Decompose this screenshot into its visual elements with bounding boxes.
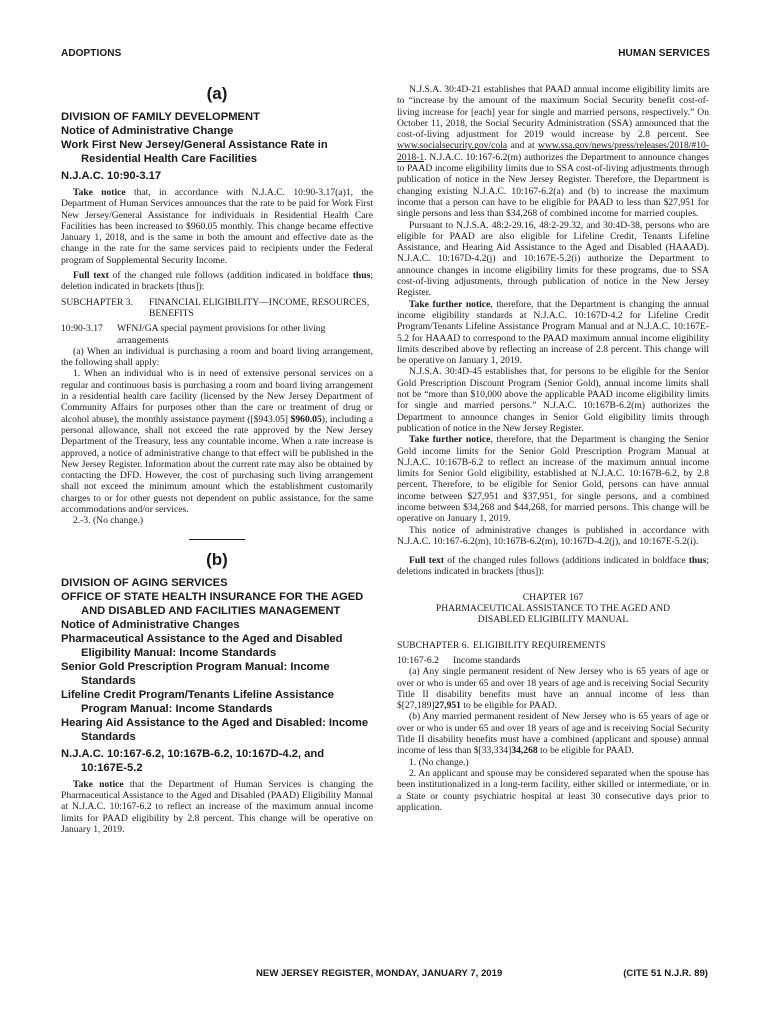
section-number: 10:167-6.2 (397, 654, 439, 666)
bold-text: thus (352, 270, 371, 282)
paragraph-senior-gold: N.J.S.A. 30:4D-45 establishes that, for persons to be eligible for the Senior Gold Prescription Discount Program (Senior Gold), annual income limits shall not be “more than $10,000 above the applicable PAAD income eligibility limits for single and married persons.” N.J.A.C. 10:167B-6.2(m) authorizes the Department to announce changes in Senior Gold eligibility limits through publication of notice in the New Jersey Register. (397, 366, 709, 434)
citation-b: N.J.A.C. 10:167-6.2, 10:167B-6.2, 10:167D-4.2, and 10:167E-5.2 (61, 747, 325, 774)
section-divider (189, 539, 245, 540)
rule-paragraph-a: (a) When an individual is purchasing a room and board living arrangement, the following shall apply: (61, 345, 373, 369)
section-heading-b (397, 655, 709, 666)
subchapter-title: FINANCIAL ELIGIBILITY—INCOME, RESOURCES, BENEFITS (149, 296, 370, 319)
subchapter-number: SUBCHAPTER 6. (397, 639, 469, 651)
rule-paragraph-a1 (61, 368, 373, 515)
paragraph-take-notice-b (61, 779, 373, 835)
body-text: 1. When an individual who is in need of extensive personal services on a regular and continuous basis is purchasing a room and board living arrangement in a residential health care facility (licensed by the New Jersey Department of Community Affairs for purposes other than the care or treatment of drug or alcohol abuse), the monthly assistance payment ([$943.05] (61, 368, 373, 425)
bold-text: 27,951 (434, 700, 461, 712)
lead-text: Take further notice (409, 298, 491, 310)
agency-heading-a: DIVISION OF FAMILY DEVELOPMENT (61, 111, 260, 123)
lead-text: Take notice (73, 778, 124, 790)
body-text: (a) Any single permanent resident of New Jersey who is 65 years of age or over or who is under 65 and over 18 years of age and is receiving Social Security Title II disability benefits must have an annual income of less than $[27,189] (397, 666, 709, 712)
subchapter-number: SUBCHAPTER 3. (61, 296, 133, 308)
bold-text: thus (688, 555, 707, 567)
notice-heading-b: Notice of Administrative Changes (61, 618, 240, 631)
chapter-number: CHAPTER 167 (522, 591, 584, 603)
body-text: ; deletion indicated in brackets [thus]): (61, 270, 373, 293)
rule-paragraph-b-2: 2. An applicant and spouse may be considered separated when the spouse has been institutionalized in a long-term facility, either skilled or intermediate, or in a State or county psychiatric hospital at least 30 consecutive days prior to application. (397, 767, 709, 813)
lead-text: Full text (409, 555, 445, 567)
office-heading-b: OFFICE OF STATE HEALTH INSURANCE FOR THE AGED AND DISABLED AND FACILITIES MANAGEMENT (61, 590, 364, 617)
paragraph-publication: This notice of administrative changes is published in accordance with N.J.A.C. 10:167-6.2(m), 10:167B-6.2(m), 10:167D-4.2(j), and 10:167E-5.2(i). (397, 524, 709, 547)
footer-citation: (CITE 51 N.J.R. 89) (623, 968, 708, 979)
rule-paragraph-b-a (397, 666, 709, 711)
body-text: that the Department of Human Services is changing the Pharmaceutical Assistance to the Aged and Disabled (PAAD) Eligibility Manual at N.J.A.C. 10:167-6.2 to reflect an increase of the maximum annual income limits for PAAD eligibility by 2.8 percent. This change will be operative on January 1, 2019. (61, 778, 373, 835)
lead-text: Full text (73, 270, 109, 282)
body-text: . N.J.A.C. 10:167-6.2(m) authorizes the Department to announce changes to PAAD income eligibility limits due to SSA cost-of-living adjustments through publication of notice in the New Jersey Register. Therefore, the Department is changing existing N.J.A.C. 10:167-6.2(a) and (b) to increase the maximum income that a person can have to be eligible for PAAD to less than $27,951 for single persons and less than $34,268 of combined income for married couples. (397, 151, 709, 220)
subchapter-heading-b (397, 640, 709, 651)
paragraph-further-notice-1 (397, 299, 709, 367)
body-text: and at (507, 140, 539, 152)
lead-text: Take further notice (409, 434, 491, 446)
citation-a: N.J.A.C. 10:90-3.17 (61, 170, 162, 182)
subchapter-heading-a (61, 297, 373, 320)
body-text: N.J.S.A. 30:4D-21 establishes that PAAD annual income eligibility limits are to “increase by the amount of the maximum Social Security benefit cost-of-living increase for [each] year for single and married persons, respectively.” On October 11, 2018, the Social Security Administration (SSA) announced that the cost-of-living adjustment for 2019 would increase by 2.8 percent. See (397, 84, 709, 141)
section-title: WFNJ/GA special payment provisions for other living arrangements (117, 323, 326, 346)
subchapter-title: ELIGIBILITY REQUIREMENTS (473, 639, 606, 651)
body-text: to be eligible for PAAD. (460, 700, 558, 712)
section-number: 10:90-3.17 (61, 323, 103, 335)
body-text: of the changed rules follows (additions indicated in boldface (444, 555, 689, 567)
section-heading-a (61, 323, 373, 346)
paragraph-take-notice-a (61, 187, 373, 266)
running-head-left: ADOPTIONS (61, 48, 122, 59)
rule-title-b2: Senior Gold Prescription Program Manual: Income Standards (61, 660, 330, 687)
lead-text: Take notice (73, 187, 126, 198)
section-letter-b: (b) (206, 549, 228, 569)
rule-title-b1: Pharmaceutical Assistance to the Aged and Disabled Eligibility Manual: Income Standards (61, 632, 343, 659)
rule-paragraph-a23: 2.-3. (No change.) (73, 515, 144, 527)
rule-paragraph-b-1: 1. (No change.) (409, 756, 469, 768)
notice-heading-a: Notice of Administrative Change (61, 125, 234, 137)
rule-paragraph-b-b (397, 711, 709, 756)
paragraph-full-text-b (397, 555, 709, 578)
running-head-right: HUMAN SERVICES (618, 48, 710, 59)
section-letter-a: (a) (206, 84, 228, 103)
paragraph-full-text-a (61, 270, 373, 293)
body-text: , therefore, that the Department is changing the annual income eligibility standards at N.J.A.C. 10:167D-4.2 for Lifeline Credit Program/Tenants Lifeline Assistance Program Manual and at N.J.A.C. 10:167E-5.2 for HAAAD to correspond to the PAAD maximum annual income eligibility limits described above by reflecting an increase of 2.8 percent. This change will be operative on January 1, 2019. (397, 298, 709, 367)
rule-title-a: Work First New Jersey/General Assistance Rate in Residential Health Care Facilities (61, 139, 328, 165)
right-column (397, 84, 709, 813)
left-column (61, 84, 373, 835)
cola-link[interactable]: www.socialsecurity.gov/cola (397, 140, 508, 152)
bold-text: 34,268 (511, 745, 538, 757)
paragraph-further-notice-2 (397, 434, 709, 524)
paragraph-lifeline: Pursuant to N.J.S.A. 48:2-29.16, 48:2-29.32, and 30:4D-38, persons who are eligible for PAAD are also eligible for Lifeline Credit, Tenants Lifeline Assistance, and Hearing Aid Assistance to the Aged and Disabled (HAAAD). N.J.A.C. 10:167D-4.2(j) and 10:167E-5.2(i) authorize the Department to announce changes in income eligibility limits for these programs, due to SSA cost-of-living adjustments, through publication of notice in the New Jersey Register. (397, 219, 709, 299)
body-text: to be eligible for PAAD. (537, 745, 634, 757)
section-title: Income standards (453, 654, 521, 666)
agency-heading-b: DIVISION OF AGING SERVICES (61, 576, 228, 589)
ssa-press-link[interactable]: www.ssa.gov/news/press/releases/2018/#10-2018-1 (397, 140, 709, 163)
bold-text: $960.05 (290, 413, 322, 425)
body-text: that, in accordance with N.J.A.C. 10:90-3.17(a)1, the Department of Human Services announces that the rate to be paid for Work First New Jersey/General Assistance for individuals in Residential Health Care Facilities has been increased to $960.05 monthly. This change became effective January 1, 2018, and is the same in both the amount and effective date as the change in the rate for the same services paid to recipients under the Federal program of Supplemental Security Income. (61, 187, 373, 266)
rule-title-b4: Hearing Aid Assistance to the Aged and Disabled: Income Standards (61, 716, 369, 743)
body-text: ; deletions indicated in brackets [thus]): (397, 555, 710, 578)
body-text: (b) Any married permanent resident of New Jersey who is 65 years of age or over or who is under 65 and over 18 years of age and is receiving Social Security Title II disability benefits must have a combined (applicant and spouse) annual income of less than $[33,334] (397, 711, 709, 757)
chapter-title: PHARMACEUTICAL ASSISTANCE TO THE AGED AND DISABLED ELIGIBILITY MANUAL (435, 603, 671, 626)
footer-register-date: NEW JERSEY REGISTER, MONDAY, JANUARY 7, 2019 (256, 968, 503, 979)
body-text: ), including a personal allowance, shall not exceed the rate approved by the New Jersey Department of the Treasury, less any countable income. When a rate increase is approved, a notice of administrative change to that effect will be published in the New Jersey Register. Information about the current rate may also be obtained by contacting the DFD. However, the cost of purchasing such living arrangement shall not exceed the minimum amount which the establishment customarily charges to or for other guests not dependent on public assistance, for the same accommodations and/or services. (61, 413, 374, 516)
paragraph-paad-limits (397, 84, 709, 220)
body-text: of the changed rule follows (addition indicated in boldface (108, 270, 353, 282)
rule-title-b3: Lifeline Credit Program/Tenants Lifeline Assistance Program Manual: Income Standards (61, 688, 334, 715)
body-text: , therefore, that the Department is changing the Senior Gold income limits for the Senior Gold Prescription Program Manual at N.J.A.C. 10:167B-6.2 to reflect an increase of the maximum annual income limits for Senior Gold eligibility, established at N.J.A.C. 10:167B-6.2, by 2.8 percent. Therefore, to be eligible for Senior Gold, persons can have annual income between $27,951 and $37,951, for single persons, and a combined income between $34,268 and $44,268, for married persons. This change will be operative on January 1, 2019. (397, 434, 709, 525)
